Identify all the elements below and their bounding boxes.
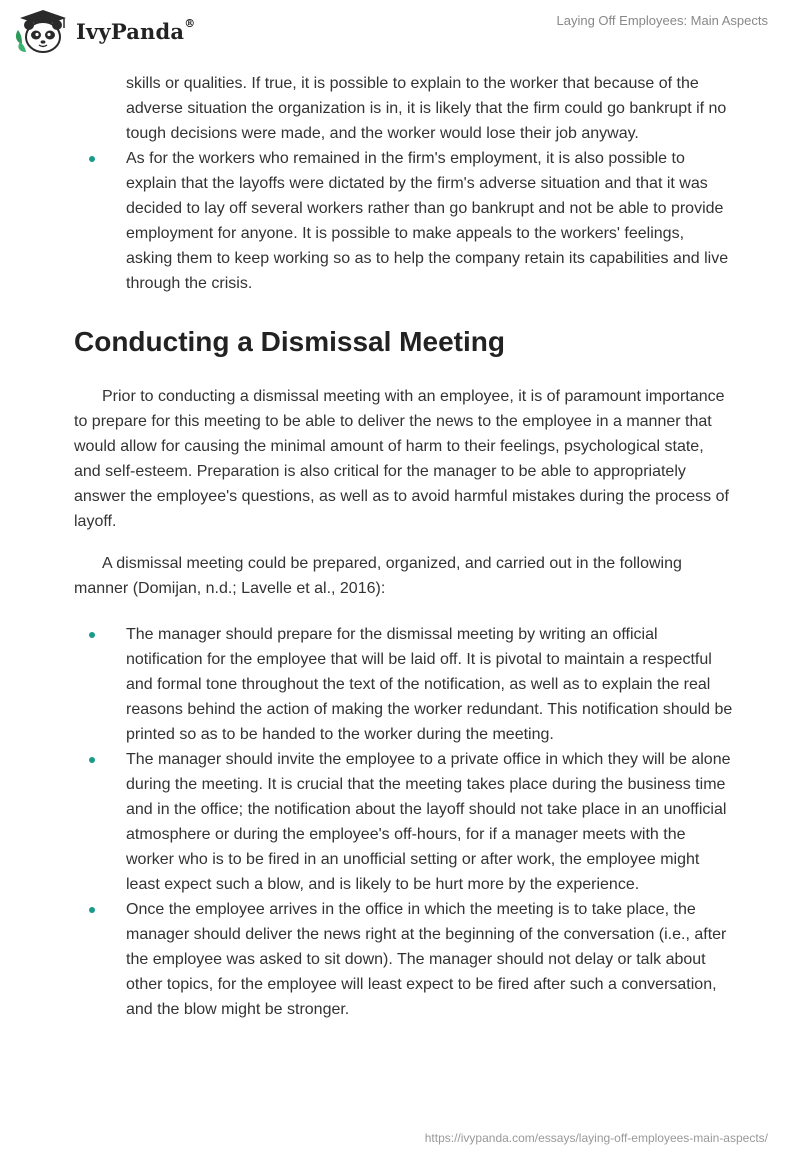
- paragraph: Prior to conducting a dismissal meeting with an employee, it is of paramount importance to prepare for this meeting to be able to deliver the news to the employee in a manner that would allow for causing the minimal amount of harm to their feelings, psychological state, and self-esteem. Preparation is also critical for the manager to be able to appropriately answer the employee's questions, as well as to avoid harmful mistakes during the process of layoff.: [74, 388, 729, 530]
- paragraph: A dismissal meeting could be prepared, organized, and carried out in the following manner (Domijan, n.d.; Lavelle et al., 2016):: [74, 555, 682, 597]
- continued-bullet-list: [74, 71, 734, 296]
- list-item: The manager should invite the employee to a private office in which they will be alone during the meeting. It is crucial that the meeting takes place during the business time and in the office; the notification about the layoff should not take place in an unofficial atmosphere or during the employee's off-hours, for if a manager meets with the worker who is to be fired in an unofficial setting or after work, the employee might least expect such a blow, and is likely to be hurt more by the experience.: [74, 747, 734, 897]
- section-heading: Conducting a Dismissal Meeting: [74, 326, 505, 357]
- list-item: skills or qualities. If true, it is possible to explain to the worker that because of the adverse situation the organization is in, it is likely that the firm could go bankrupt if no tough decisions were made, and the worker would lose their job anyway.: [126, 75, 727, 142]
- panda-graduate-icon: [14, 8, 72, 54]
- list-item: Once the employee arrives in the office in which the meeting is to take place, the manager should deliver the news right at the beginning of the conversation (i.e., after the employee was asked to sit down). The manager should not delay or talk about other topics, for the employee will least expect to be fired after such a conversation, and the blow might be stronger.: [74, 897, 734, 1022]
- list-item: As for the workers who remained in the firm's employment, it is also possible to explain that the layoffs were dictated by the firm's adverse situation and that it was decided to lay off several workers rather than go bankrupt and not be able to provide employment for anyone. It is possible to make appeals to the workers' feelings, asking them to keep working so as to help the company retain its capabilities and live through the crisis.: [74, 146, 734, 296]
- ivypanda-logo[interactable]: [14, 8, 195, 54]
- meeting-steps-list: [74, 622, 734, 1022]
- brand-name: IvyPanda®: [76, 16, 196, 44]
- list-item: The manager should prepare for the dismissal meeting by writing an official notification for the employee that will be laid off. It is pivotal to maintain a respectful and formal tone throughout the text of the notification, as well as to explain the real reasons behind the action of making the worker redundant. This notification should be printed so as to be handed to the worker during the meeting.: [74, 622, 734, 747]
- source-url[interactable]: https://ivypanda.com/essays/laying-off-employees-main-aspects/: [424, 1131, 768, 1145]
- essay-content: [74, 71, 734, 1022]
- page-header: [0, 0, 800, 64]
- document-title: Laying Off Employees: Main Aspects: [556, 13, 768, 28]
